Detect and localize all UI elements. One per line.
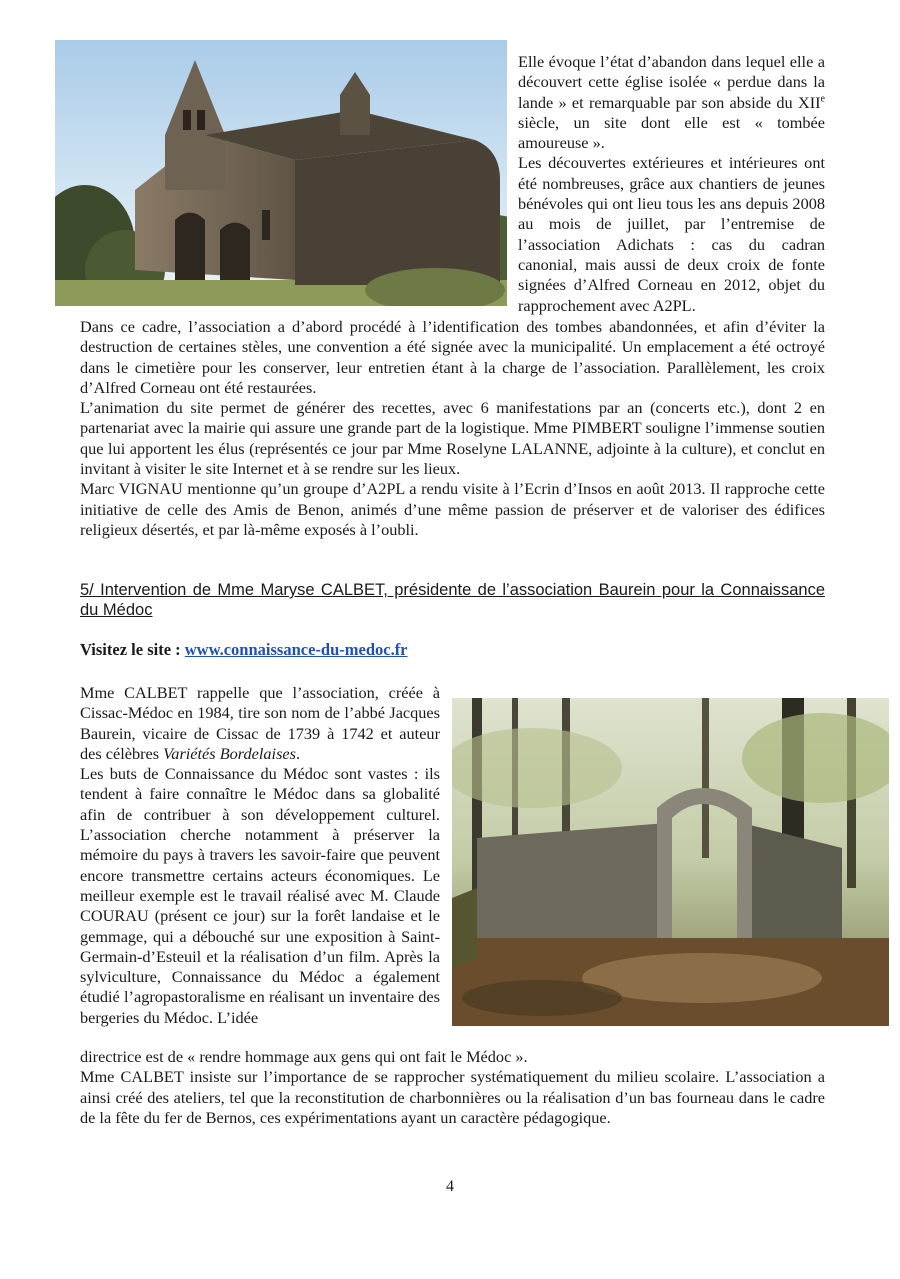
paragraph-scolaire: Mme CALBET insiste sur l’importance de se rapprocher systématiquement du milieu scolaire. L’association a ainsi créé des ateliers, tel que la reconstitution de charbonnières ou la réalisation d’un bas fourneau dans le cadre de la fête du fer de Bernos, ces expérimentations ayant un caractère pédagogique. — [80, 1067, 825, 1127]
paragraph-convention: Dans ce cadre, l’association a d’abord procédé à l’identification des tombes abandonnées, et afin d’éviter la destruction de certaines stèles, une convention a été signée avec la municipalité. Un emplacement a été octroyé dans le cimetière pour les conserver, leur entretien étant à la charge de l’association. Parallèlement, les croix d’Alfred Corneau ont été restaurées. — [80, 317, 825, 397]
paragraph-discoveries: Les découvertes extérieures et intérieures ont été nombreuses, grâce aux chantiers de jeunes bénévoles qui ont lieu tous les ans depuis 2008 au mois de juillet, par l’entremise de l’association Adichats : cas du cadran canonial, mais aussi de deux croix de fonte signées d’Alfred Corneau en 2012, objet du rapprochement avec A2PL. — [518, 153, 825, 315]
fountain-photo — [452, 698, 889, 1026]
calbet-column — [80, 683, 440, 1028]
page-number: 4 — [446, 1178, 454, 1195]
paragraph-marc-vignau: Marc VIGNAU mentionne qu’un groupe d’A2PL a rendu visite à l’Ecrin d’Insos en août 2013. Il rapproche cette initiative de celle des Amis de Benon, animés d’une même passion de préserver et de valoriser des édifices religieux désertés, et par là-même exposés à l’oubli. — [80, 479, 825, 539]
paragraph-directrice: directrice est de « rendre hommage aux gens qui ont fait le Médoc ». — [80, 1047, 528, 1066]
paragraph-association-origin: Mme CALBET rappelle que l’association, créée à Cissac-Médoc en 1984, tire son nom de l’abbé Jacques Baurein, vicaire de Cissac de 1739 à 1742 et auteur des célèbres Variétés Bordelaises. — [80, 683, 440, 763]
visit-site-line — [80, 640, 408, 660]
paragraph-goals: Les buts de Connaissance du Médoc sont vastes : ils tendent à faire connaître le Médoc dans sa globalité afin de contribuer à son développement culturel. L’association cherche notamment à préserver la mémoire du pays à travers les savoir-faire que peuvent encore transmettre certains acteurs économiques. Le meilleur exemple est le travail réalisé avec M. Claude COURAU (présent ce jour) sur la forêt landaise et le gemmage, qui a débouché sur une exposition à Saint-Germain-d’Esteuil et la réalisation d’un film. Après la sylviculture, Connaissance du Médoc a également étudié l’agropastoralisme en réalisant un inventaire des bergeries du Médoc. L’idée — [80, 764, 440, 1027]
paragraph-church-abandon: Elle évoque l’état d’abandon dans lequel elle a découvert cette église isolée « perdue dans la lande » et remarquable par son abside du XIIe siècle, un site dont elle est « tombée amoureuse ». — [518, 52, 825, 153]
body-text-block-2 — [80, 1047, 825, 1128]
church-photo — [55, 40, 507, 306]
website-link[interactable]: www.connaissance-du-medoc.fr — [184, 640, 408, 659]
paragraph-animation: L’animation du site permet de générer des recettes, avec 6 manifestations par an (concerts etc.), dont 2 en partenariat avec la mairie qui assure une grande part de la logistique. Mme PIMBERT souligne l’immense soutien que lui apportent les élus (représentés ce jour par Mme Roselyne LALANNE, adjointe à la culture), et conclut en invitant à visiter le site Internet et à se rendre sur les lieux. — [80, 398, 825, 479]
intro-column — [518, 52, 825, 316]
body-text-block-1 — [80, 317, 825, 540]
section-heading: 5/ Intervention de Mme Maryse CALBET, présidente de l’association Baurein pour la Connaissance du Médoc — [80, 581, 825, 619]
visit-label: Visitez le site : — [80, 640, 185, 659]
